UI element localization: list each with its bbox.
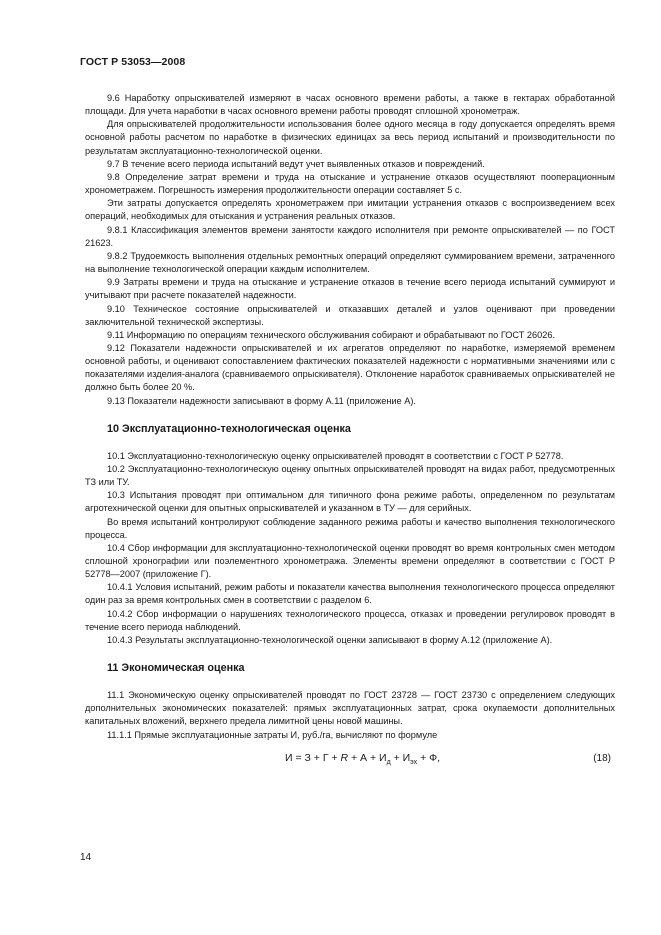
formula-number: (18) (593, 752, 611, 764)
paragraph-9-8-1: 9.8.1 Классификация элементов времени занятости каждого исполнителя при ремонте опрыскивателей — по ГОСТ 21623. (85, 224, 615, 248)
formula-part: + А + И (348, 751, 387, 764)
paragraph-10-4-2: 10.4.2 Сбор информации о нарушениях технологического процесса, отказах и проведении регулировок проводят в течение всего периода наблюдений. (85, 608, 615, 632)
paragraph-11-1: 11.1 Экономическую оценку опрыскивателей проводят по ГОСТ 23728 — ГОСТ 23730 с определением следующих дополнительных экономических показателей: прямых эксплуатационных затрат, срока окупаемости дополнительных капитальных вложений, верхнего предела лимитной цены новой машины. (85, 690, 615, 727)
formula-18 (285, 752, 440, 769)
paragraph-9-10: 9.10 Техническое состояние опрыскивателей и отказавших деталей и узлов оценивают при проведении заключительной технической экспертизы. (85, 303, 615, 327)
paragraph-10-4-3: 10.4.3 Результаты эксплуатационно-технологической оценки записывают в форму А.12 (приложение А). (107, 634, 553, 645)
paragraph-10-1: 10.1 Эксплуатационно-технологическую оценку опрыскивателей проводят в соответствии с ГОСТ Р 52778. (107, 450, 564, 461)
paragraph-10-2: 10.2 Эксплуатационно-технологическую оценку опытных опрыскивателей проводят на видах работ, предусмотренных ТЗ или ТУ. (85, 463, 615, 488)
paragraph-9-8: 9.8 Определение затрат времени и труда на отыскание и устранение отказов осуществляют пооперационным хронометражем. Погрешность измерения продолжительности операции составляет 5 с. (85, 171, 615, 196)
paragraph-9-8-2: 9.8.2 Трудоемкость выполнения отдельных ремонтных операций определяют суммированием времени, затраченного на выполнение технологической операции каждым исполнителем. (85, 250, 615, 275)
page-number: 14 (80, 852, 92, 863)
page-content (85, 92, 615, 774)
formula-subscript: д (386, 758, 391, 766)
paragraph: Эти затраты допускается определять хронометражем при имитации устранения отказов с воспроизведением всех операций, необходимых для отыскания и устранения реальных отказов. (85, 198, 615, 222)
section-10-heading: 10 Эксплуатационно-технологическая оценка (107, 422, 351, 435)
paragraph: Для опрыскивателей продолжительности использования более одного месяца в году допускается определять время основной работы расчетом по наработке в физических единицах за весь период испытаний и производительности по результатам эксплуатационно-технологической оценки. (85, 119, 615, 156)
formula-subscript: эх (410, 758, 418, 766)
section-11-heading: 11 Экономическая оценка (107, 662, 245, 675)
paragraph-9-12: 9.12 Показатели надежности опрыскивателей и их агрегатов определяют по наработке, измеряемой временем основной работы, и оценивают сопоставлением фактических показателей надежности с нормативными значениями или с показателями изделия-аналога (сравниваемого опрыскивателя). Отклонение наработок сравниваемых опрыскивателей не должно быть более 20 %. (85, 342, 615, 393)
paragraph-10-4: 10.4 Сбор информации для эксплуатационно-технологической оценки проводят во время контрольных смен методом сплошной хронографии или поэлементного хронометража. Элементы времени определяют в соответствии с ГОСТ Р 52778—2007 (приложение Г). (85, 542, 615, 580)
formula-part: + И (390, 751, 411, 764)
paragraph-9-9: 9.9 Затраты времени и труда на отыскание и устранение отказов в течение всего периода испытаний суммируют и учитывают при расчете показателей надежности. (85, 277, 615, 301)
paragraph-10-3: 10.3 Испытания проводят при оптимальном для типичного фона режиме работы, определенном по результатам агротехнической оценки для опытных опрыскивателей и указанном в ТУ — для серийных. (85, 490, 615, 514)
formula-part: И = З + Г + (285, 751, 341, 764)
paragraph-10-4-1: 10.4.1 Условия испытаний, режим работы и показатели качества выполнения технологического процесса определяют один раз за время контрольных смен в соответствии с разделом 6. (85, 582, 615, 606)
paragraph-9-11: 9.11 Информацию по операциям технического обслуживания собирают и обрабатывают по ГОСТ 26026. (107, 329, 556, 340)
paragraph-9-6: 9.6 Наработку опрыскивателей измеряют в часах основного времени работы, а также в гектарах обработанной площади. Для учета наработки в часах основного времени работы проводят сплошной хронометраж. (85, 93, 615, 117)
document-header: ГОСТ Р 53053—2008 (80, 56, 186, 68)
formula-variable-r: R (340, 751, 349, 764)
paragraph-9-13: 9.13 Показатели надежности записывают в форму А.11 (приложение А). (107, 395, 416, 406)
paragraph: Во время испытаний контролируют соблюдение заданного режима работы и качество выполнения технологического процесса. (85, 516, 615, 540)
paragraph-9-7: 9.7 В течение всего периода испытаний ведут учет выявленных отказов и повреждений. (107, 158, 485, 169)
paragraph-11-1-1: 11.1.1 Прямые эксплуатационные затраты И, руб./га, вычисляют по формуле (107, 729, 438, 740)
formula-part: + Ф, (417, 751, 441, 764)
formula-row (85, 748, 615, 774)
